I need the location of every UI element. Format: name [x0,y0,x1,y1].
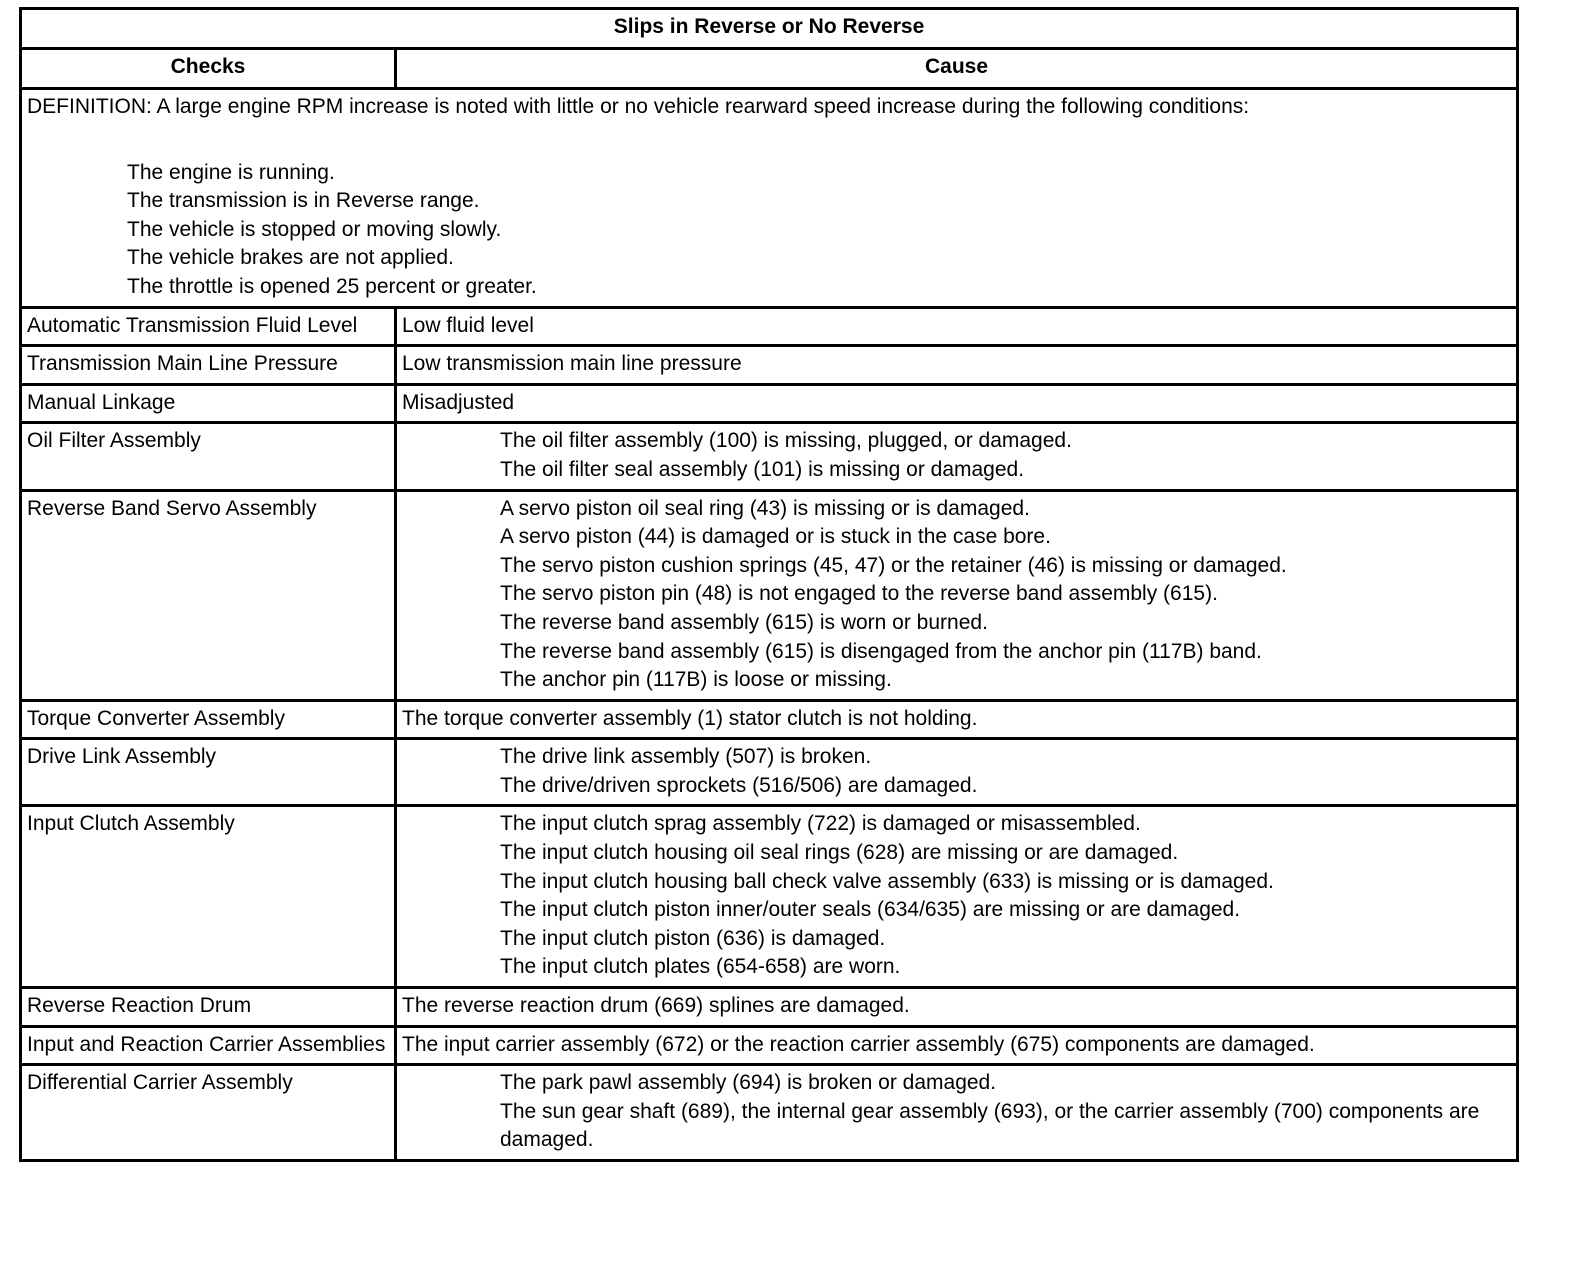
table-row [21,423,1518,490]
check-cell: Differential Carrier Assembly [21,1065,396,1161]
cause-item: The input clutch piston (636) is damaged. [500,926,886,950]
cause-item: The input clutch housing oil seal rings (628) are missing or are damaged. [500,841,1179,865]
cause-item: The oil filter assembly (100) is missing, plugged, or damaged. [500,429,1072,453]
cause-cell [396,423,1518,490]
cause-item: The input clutch plates (654-658) are worn. [500,955,901,979]
cause-cell: The reverse reaction drum (669) splines are damaged. [396,988,1518,1027]
cause-item: The oil filter seal assembly (101) is missing or damaged. [500,457,1025,481]
cause-item: The drive/driven sprockets (516/506) are damaged. [500,773,978,797]
cause-item: The reverse band assembly (615) is worn or burned. [500,610,988,634]
cause-list [402,1069,1511,1155]
check-cell: Manual Linkage [21,384,396,423]
check-cell: Input Clutch Assembly [21,806,396,988]
condition-item: The vehicle is stopped or moving slowly. [127,217,502,241]
table-row [21,490,1518,700]
cause-cell [396,739,1518,806]
cause-cell: The torque converter assembly (1) stator clutch is not holding. [396,700,1518,739]
table-row [21,700,1518,739]
cause-item: The input clutch sprag assembly (722) is damaged or misassembled. [500,812,1141,836]
diagnostic-table [19,7,1519,1162]
table-title: Slips in Reverse or No Reverse [21,9,1518,49]
check-cell: Transmission Main Line Pressure [21,346,396,385]
condition-item: The throttle is opened 25 percent or greater. [127,274,537,298]
cause-item: The anchor pin (117B) is loose or missing. [500,668,892,692]
table-row [21,806,1518,988]
cause-item: The park pawl assembly (694) is broken or damaged. [500,1071,997,1095]
table-row [21,739,1518,806]
cause-cell [396,806,1518,988]
cause-list [402,743,1511,800]
definition-cell [21,89,1518,308]
column-header-checks: Checks [21,49,396,89]
cause-list [402,427,1511,484]
condition-item: The vehicle brakes are not applied. [127,246,454,270]
cause-item: The servo piston pin (48) is not engaged to the reverse band assembly (615). [500,582,1218,606]
table-row [21,988,1518,1027]
cause-list [402,495,1511,695]
cause-item: A servo piston oil seal ring (43) is missing or is damaged. [500,496,1030,520]
check-cell: Torque Converter Assembly [21,700,396,739]
definition-conditions [27,159,1511,302]
condition-item: The engine is running. [127,160,335,184]
check-cell: Oil Filter Assembly [21,423,396,490]
table-row [21,346,1518,385]
check-cell: Reverse Band Servo Assembly [21,490,396,700]
cause-cell: Misadjusted [396,384,1518,423]
check-cell: Reverse Reaction Drum [21,988,396,1027]
cause-cell: Low fluid level [396,307,1518,346]
table-row [21,1026,1518,1065]
cause-item: A servo piston (44) is damaged or is stuck in the case bore. [500,525,1051,549]
table-row [21,384,1518,423]
table-row [21,1065,1518,1161]
cause-item: The servo piston cushion springs (45, 47) or the retainer (46) is missing or damaged. [500,553,1287,577]
cause-item: The input clutch housing ball check valve assembly (633) is missing or is damaged. [500,869,1274,893]
table-row [21,307,1518,346]
condition-item: The transmission is in Reverse range. [127,189,480,213]
cause-list [402,810,1511,982]
cause-cell: Low transmission main line pressure [396,346,1518,385]
column-header-cause: Cause [396,49,1518,89]
cause-cell [396,1065,1518,1161]
check-cell: Input and Reaction Carrier Assemblies [21,1026,396,1065]
cause-cell: The input carrier assembly (672) or the reaction carrier assembly (675) components are damaged. [396,1026,1518,1065]
check-cell: Drive Link Assembly [21,739,396,806]
cause-item: The drive link assembly (507) is broken. [500,745,872,769]
check-cell: Automatic Transmission Fluid Level [21,307,396,346]
definition-intro: DEFINITION: A large engine RPM increase is noted with little or no vehicle rearward speed increase during the following conditions: [27,95,1250,118]
cause-cell [396,490,1518,700]
cause-item: The input clutch piston inner/outer seals (634/635) are missing or are damaged. [500,898,1241,922]
cause-item: The reverse band assembly (615) is disengaged from the anchor pin (117B) band. [500,639,1262,663]
cause-item: The sun gear shaft (689), the internal gear assembly (693), or the carrier assembly (700) components are damaged. [500,1099,1480,1152]
